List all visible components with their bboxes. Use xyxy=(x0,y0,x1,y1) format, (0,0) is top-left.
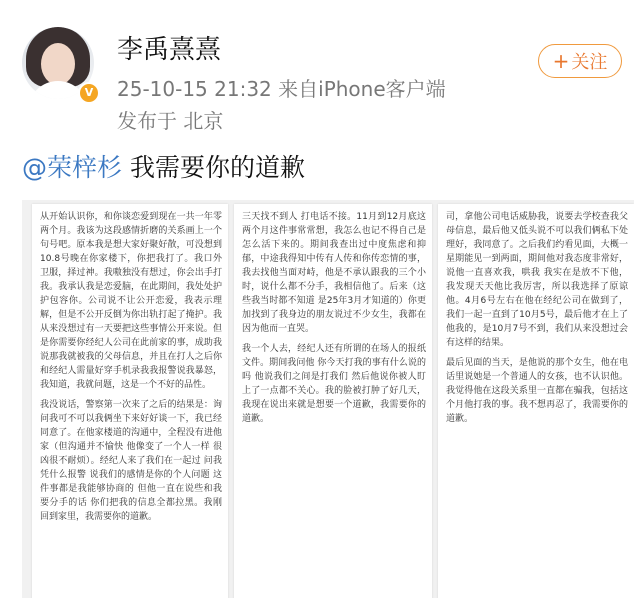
source-prefix: 来自 xyxy=(278,77,319,101)
mention-link[interactable]: @荣梓杉 xyxy=(22,153,123,182)
plus-icon: + xyxy=(552,49,570,73)
long-text-paragraph: 司，拿他公司电话威胁我，说要去学校查我父母信息，最后他又低头说不可以我们俩私下处理好，我同意了。之后我们约看见面，大概一星期能见一到两面，期间他对我态度非常好，说他一直喜欢我，哄我 我实在是放不下他，我发现天天他比我厉害，所以我选择了原谅他。4月6号左右在他在经纪公司在做到了，我们一起一直到了10月5号，最后他才在上了他我的，是10月7号不到，我们从来没想过会有这样的结果。 xyxy=(446,212,628,348)
timestamp: 25-10-15 21:32 xyxy=(117,77,272,101)
username[interactable]: 李禹熹熹 xyxy=(117,35,222,65)
follow-button[interactable] xyxy=(538,44,622,78)
post-location: 发布于 北京 xyxy=(117,109,224,133)
long-text-paragraph: 我没说话，警察第一次来了之后的结果是：询问我可不可以我俩坐下来好好谈一下，我已经同意了。在他家楼道的沟通中，全程没有进他家（但沟通并不愉快 他像变了一个人一样 很凶很不耐烦）。经纪人来了我们在一起过 问我凭什么报警 说我们的感情是你的个人问题 这件事都是我能够协商的 但他一直在说些和我要分手的话 你们把我的信息全都拉黑。我刚回到家里，我需要你的道歉。 xyxy=(40,400,222,522)
long-text-image-3[interactable] xyxy=(438,204,634,598)
long-text-paragraph: 三天找不到人 打电话不接。11月到12月底这两个月这件事常常想，我怎么也记不得自己是怎么活下来的。期间我查出过中度焦虑和抑郁，中途我得知中传有人传和你传恋情的事，我去找他当面对峙，他是不承认跟我的三个小时，说什么都不分手，我相信他了。后来（这些我当时都不知道 是25年3月才知道的）你更加找到了我身边的朋友说过不少女生，我都在因为他而一直哭。 xyxy=(242,212,426,334)
source-client[interactable]: iPhone客户端 xyxy=(318,77,446,101)
long-text-image-2[interactable] xyxy=(234,204,432,598)
long-text-paragraph: 从开始认识你，和你谈恋爱到现在一共一年零两个月。我该为这段感情折磨的关系画上一个句号吧。原本我是想大家好聚好散，可没想到10.8号晚在你家楼下，你把我打了。我口外卫服，择过神。我嗷独没有想过，你会出手打我。我承认我是恋爱脑，在此期间，我处处护护包容你。公司说不让公开恋爱，我表示理解，但是不公开反倒为你出轨打起了掩护。我从来没想过有一天要把这些事情公开来说。但是你需要你经纪人公司在此前家的事，成助我说那我就被我的父母信息，并且在打人之后你和经纪人需量好穿手机录我我报警说我暴怒，我知道，我就问题，这是一个不好的品性。 xyxy=(40,212,222,390)
verified-badge-icon: V xyxy=(78,82,100,104)
follow-label: 关注 xyxy=(571,52,608,73)
long-text-image-1[interactable] xyxy=(32,204,228,598)
avatar-face xyxy=(41,43,75,85)
post-message: 我需要你的道歉 xyxy=(130,153,306,182)
attached-images xyxy=(22,200,634,598)
post-meta xyxy=(117,73,446,102)
long-text-paragraph: 我一个人去，经纪人还有所谓的在场人的报纸文件。期间我问他 你今天打我的事有什么说的吗 他说我们之间是打我们 然后他说你被人盯上了一点都不关心。我的脸被打肿了好几天，我现在说出来就是想要一个道歉，我需要你的道歉。 xyxy=(242,344,426,424)
long-text-paragraph: 最后见面的当天，是他说的那个女生，他在电话里说她是一个普通人的女孩，也不认识他。我觉得他在这段关系里一直都在骗我，包括这个月他打我的事。我不想再忍了，我需要你的道歉。 xyxy=(446,358,628,424)
post-text xyxy=(22,148,305,184)
